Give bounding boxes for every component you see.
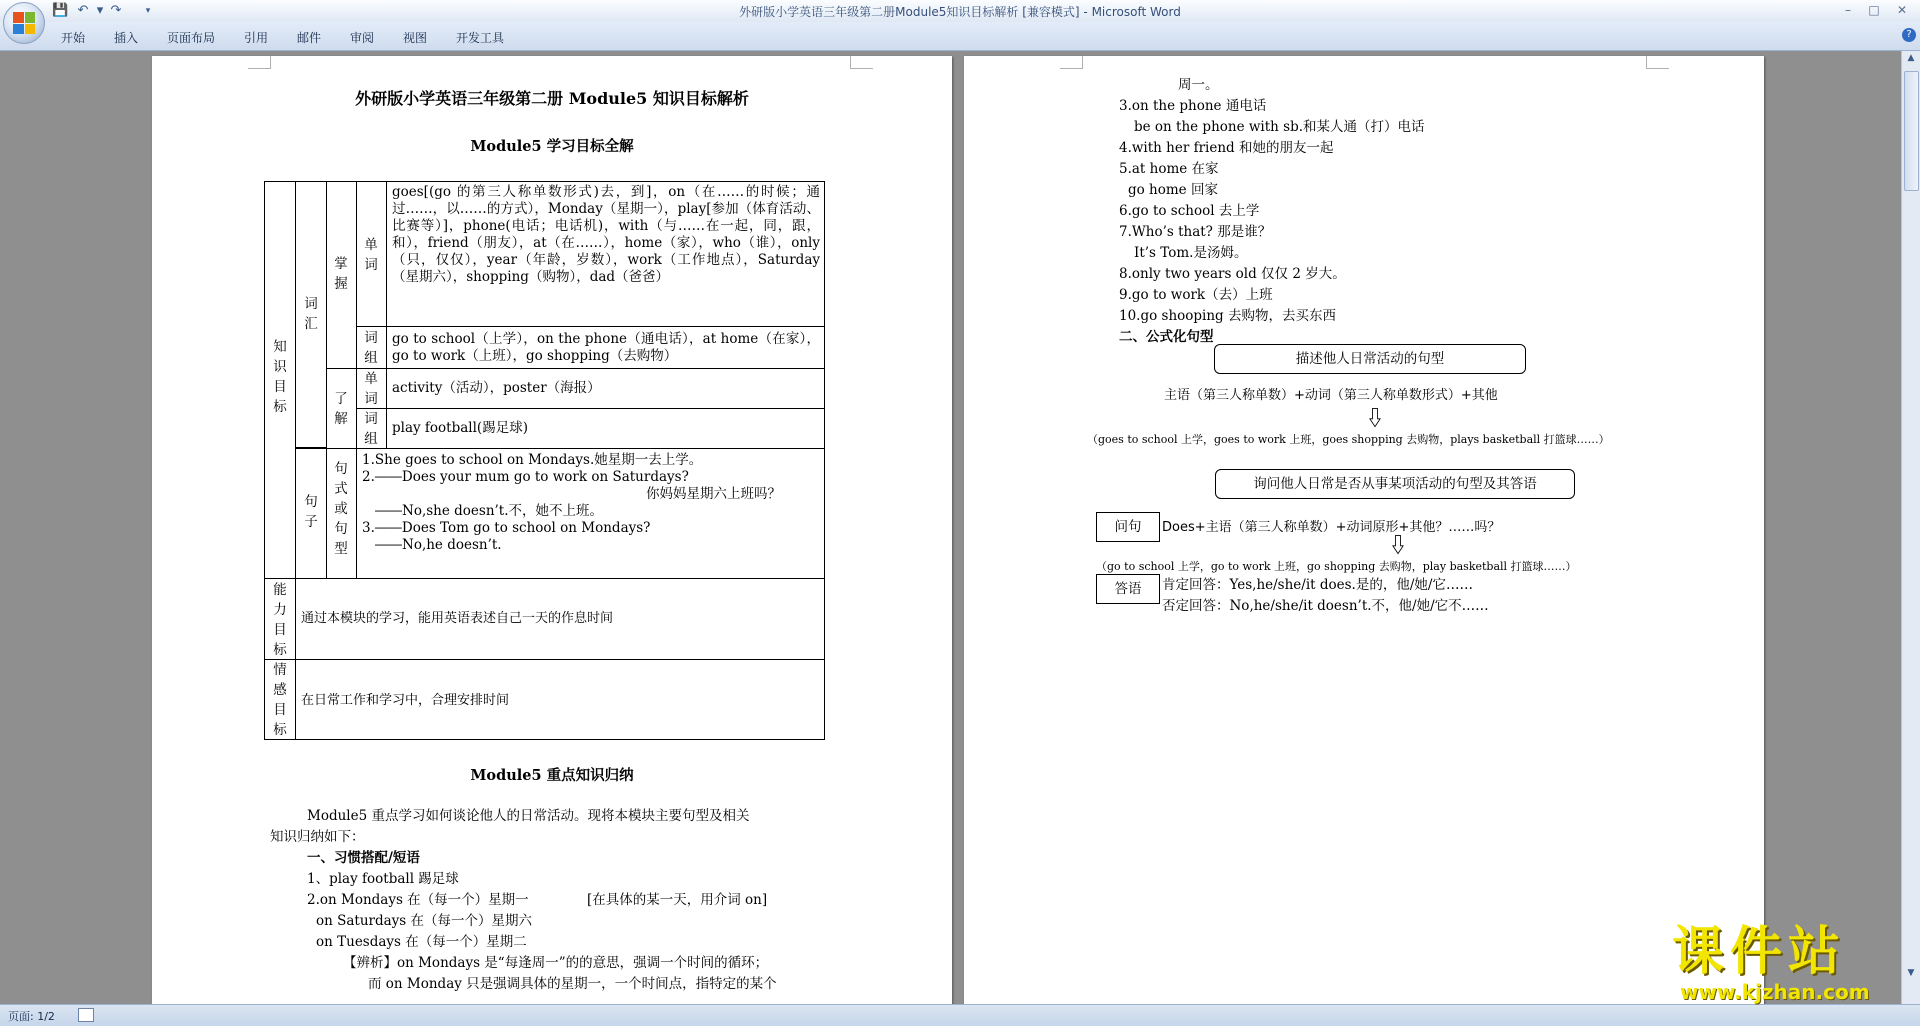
- goals-table: [264, 181, 825, 740]
- answer-line: 否定回答：No,he/she/it doesn’t.不，他/她/它不……: [1162, 598, 1489, 614]
- crop-mark: [1060, 56, 1083, 69]
- tab-mailings[interactable]: 邮件: [297, 31, 322, 45]
- text-line: 8.only two years old 仅仅 2 岁大。: [1119, 266, 1346, 282]
- emotion-goal-text: 在日常工作和学习中，合理安排时间: [301, 693, 510, 708]
- ribbon-tabs: [0, 22, 1920, 51]
- watermark-logo-text: 课件站: [1672, 922, 1847, 982]
- emotion-goal-label: 情感目标: [273, 662, 287, 738]
- redo-icon[interactable]: ↷: [110, 3, 122, 18]
- table-cell: [356, 408, 387, 449]
- scroll-thumb[interactable]: [1904, 71, 1919, 191]
- table-cell: [356, 368, 387, 409]
- sentence-line: 3.――Does Tom go to school on Mondays?: [362, 520, 651, 536]
- answer-line: 肯定回答：Yes,he/she/it does.是的，他/她/它……: [1162, 577, 1473, 593]
- list-item: 2.on Mondays 在（每一个）星期一: [307, 892, 529, 908]
- page-title: 外研版小学英语三年级第二册 Module5 知识目标解析: [355, 89, 749, 108]
- vertical-scrollbar[interactable]: [1901, 51, 1920, 1004]
- crop-mark: [248, 56, 271, 69]
- text-line: 周一。: [1178, 77, 1219, 93]
- list-item: 【辨析】on Mondays 是“每逢周一”的的意思，强调一个时间的循环；: [343, 955, 769, 971]
- office-logo-icon: [13, 12, 35, 34]
- sentence-line: 你妈妈星期六上班吗？: [646, 486, 781, 502]
- table-cell: [386, 368, 825, 409]
- formula-line: 主语（第三人称单数）+动词（第三人称单数形式）+其他: [1164, 388, 1498, 403]
- example-line: （goes to school 上学，goes to work 上班，goes shopping 去购物，plays basketball 打篮球……）: [1087, 433, 1610, 446]
- table-cell: [264, 659, 296, 740]
- tab-review[interactable]: 审阅: [350, 31, 375, 45]
- table-cell: [295, 448, 327, 579]
- table-cell: [386, 181, 825, 327]
- minimize-icon[interactable]: –: [1845, 3, 1851, 17]
- table-cell: [356, 181, 387, 327]
- status-bar: [0, 1004, 1920, 1026]
- spelling-check-icon[interactable]: [78, 1008, 94, 1022]
- customize-qat-icon[interactable]: ▾: [145, 6, 151, 16]
- help-icon[interactable]: ?: [1902, 28, 1916, 42]
- table-cell: [295, 659, 825, 740]
- table-cell: [386, 408, 825, 449]
- text-line: be on the phone with sb.和某人通（打）电话: [1134, 119, 1425, 135]
- list-item: [在具体的某一天，用介词 on]: [587, 892, 768, 908]
- master-words-text: goes[(go 的第三人称单数形式)去，到]，on（在……的时候；通过……，以……的方式），Monday（星期一），play[参加（体育活动、比赛等）]，phone(电话；电话机)，with（与……在一起，同，跟，和），friend（朋友），at（在……），home（家），who（谁），only（只，仅仅），year（年龄，岁数），work（工作地点），Saturday（星期六），shopping（购物），dad（爸爸）: [392, 184, 820, 285]
- ability-goal-text: 通过本模块的学习，能用英语表述自己一天的作息时间: [301, 611, 614, 626]
- down-arrow-icon: [1369, 407, 1381, 429]
- text-line: 7.Who’s that? 那是谁？: [1119, 224, 1272, 240]
- sentence-line: ――No,he doesn’t.: [375, 537, 502, 553]
- table-cell: [356, 326, 387, 369]
- understand-label: 了解: [334, 391, 348, 427]
- table-cell: [326, 368, 357, 449]
- text-line: 9.go to work（去）上班: [1119, 287, 1273, 303]
- watermark-url: www.kjzhan.com: [1680, 980, 1870, 1004]
- text-line: go home 回家: [1128, 182, 1218, 198]
- crop-mark: [1646, 56, 1669, 69]
- text-line: 10.go shooping 去购物，去买东西: [1119, 308, 1336, 324]
- formula-line: Does+主语（第三人称单数）+动词原形+其他？……吗？: [1162, 520, 1501, 535]
- close-icon[interactable]: ✕: [1896, 3, 1908, 17]
- text-line: It’s Tom.是汤姆。: [1134, 245, 1248, 261]
- section-subtitle: Module5 学习目标全解: [470, 138, 634, 155]
- tab-view[interactable]: 视图: [403, 31, 428, 45]
- intro-line: Module5 重点学习如何谈论他人的日常活动。现将本模块主要句型及相关: [307, 808, 750, 824]
- document-page-1[interactable]: [152, 56, 952, 1004]
- table-cell: [295, 578, 825, 660]
- tab-insert[interactable]: 插入: [114, 31, 139, 45]
- list-item: on Tuesdays 在（每一个）星期二: [316, 934, 527, 950]
- example-line: （go to school 上学，go to work 上班，go shopping 去购物，play basketball 打篮球……）: [1096, 560, 1577, 573]
- sentence-line: ――No,she doesn’t.不，她不上班。: [375, 503, 604, 519]
- down-arrow-icon: [1392, 534, 1404, 556]
- understand-phrases-text: play football(踢足球): [392, 420, 528, 436]
- text-line: 6.go to school 去上学: [1119, 203, 1260, 219]
- tab-home[interactable]: 开始: [61, 31, 86, 45]
- tab-developer[interactable]: 开发工具: [456, 31, 505, 45]
- question-label: 问句: [1096, 512, 1160, 542]
- list-item: 而 on Monday 只是强调具体的星期一，一个时间点，指特定的某个: [368, 976, 777, 992]
- crop-mark: [850, 56, 873, 69]
- site-watermark: [1672, 922, 1904, 1006]
- phrase-label: 词组: [364, 411, 378, 447]
- table-cell: [264, 181, 296, 579]
- phrase-label: 词组: [364, 330, 378, 366]
- section-heading: 二、公式化句型: [1119, 329, 1214, 345]
- summary-title: Module5 重点知识归纳: [470, 767, 634, 784]
- text-line: 5.at home 在家: [1119, 161, 1219, 177]
- scroll-up-icon[interactable]: ▲: [1907, 53, 1915, 63]
- table-cell: [386, 326, 825, 369]
- table-cell: [326, 181, 357, 369]
- tab-page-layout[interactable]: 页面布局: [167, 31, 216, 45]
- understand-words-text: activity（活动），poster（海报）: [392, 380, 601, 396]
- master-label: 掌握: [334, 256, 348, 292]
- knowledge-goal-label: 知识目标: [273, 339, 287, 415]
- document-workspace: [0, 51, 1902, 1004]
- intro-line: 知识归纳如下：: [270, 829, 365, 845]
- sentence-line: 2.――Does your mum go to work on Saturdays?: [362, 469, 689, 485]
- undo-icon[interactable]: ↶: [77, 3, 89, 18]
- vocab-label: 词汇: [304, 296, 318, 332]
- window-title: 外研版小学英语三年级第二册Module5知识目标解析 [兼容模式] - Microsoft Word: [739, 5, 1181, 19]
- master-phrases-text: go to school（上学），on the phone（通电话），at home（在家），go to work（上班），go shopping（去购物）: [392, 331, 820, 364]
- text-line: 3.on the phone 通电话: [1119, 98, 1267, 114]
- section-heading: 一、习惯搭配/短语: [307, 850, 420, 866]
- tab-references[interactable]: 引用: [244, 31, 269, 45]
- list-item: 1、play football 踢足球: [307, 871, 459, 887]
- table-cell: [326, 448, 357, 579]
- word-label: 单词: [364, 237, 378, 273]
- table-cell: [295, 181, 327, 448]
- pattern-label: 句式或句型: [334, 461, 348, 557]
- maximize-icon[interactable]: □: [1868, 3, 1880, 17]
- text-line: 4.with her friend 和她的朋友一起: [1119, 140, 1334, 156]
- ability-goal-label: 能力目标: [273, 582, 287, 658]
- save-icon[interactable]: 💾: [52, 3, 69, 18]
- table-cell: [356, 448, 825, 579]
- undo-dropdown-icon[interactable]: ▾: [96, 3, 104, 18]
- sentence-label: 句子: [304, 494, 318, 530]
- pattern-box-describe: 描述他人日常活动的句型: [1214, 344, 1526, 374]
- office-button[interactable]: [3, 2, 45, 44]
- scroll-down-icon[interactable]: ▼: [1907, 968, 1915, 978]
- sentence-line: 1.She goes to school on Mondays.她星期一去上学。: [362, 452, 703, 468]
- table-cell: [264, 578, 296, 660]
- pattern-box-ask: 询问他人日常是否从事某项活动的句型及其答语: [1215, 469, 1575, 499]
- answer-label: 答语: [1096, 574, 1160, 604]
- list-item: on Saturdays 在（每一个）星期六: [316, 913, 533, 929]
- title-bar: [0, 0, 1920, 22]
- document-page-2[interactable]: [964, 56, 1764, 1004]
- page-indicator[interactable]: 页面: 1/2: [8, 1010, 55, 1023]
- word-label: 单词: [364, 371, 378, 407]
